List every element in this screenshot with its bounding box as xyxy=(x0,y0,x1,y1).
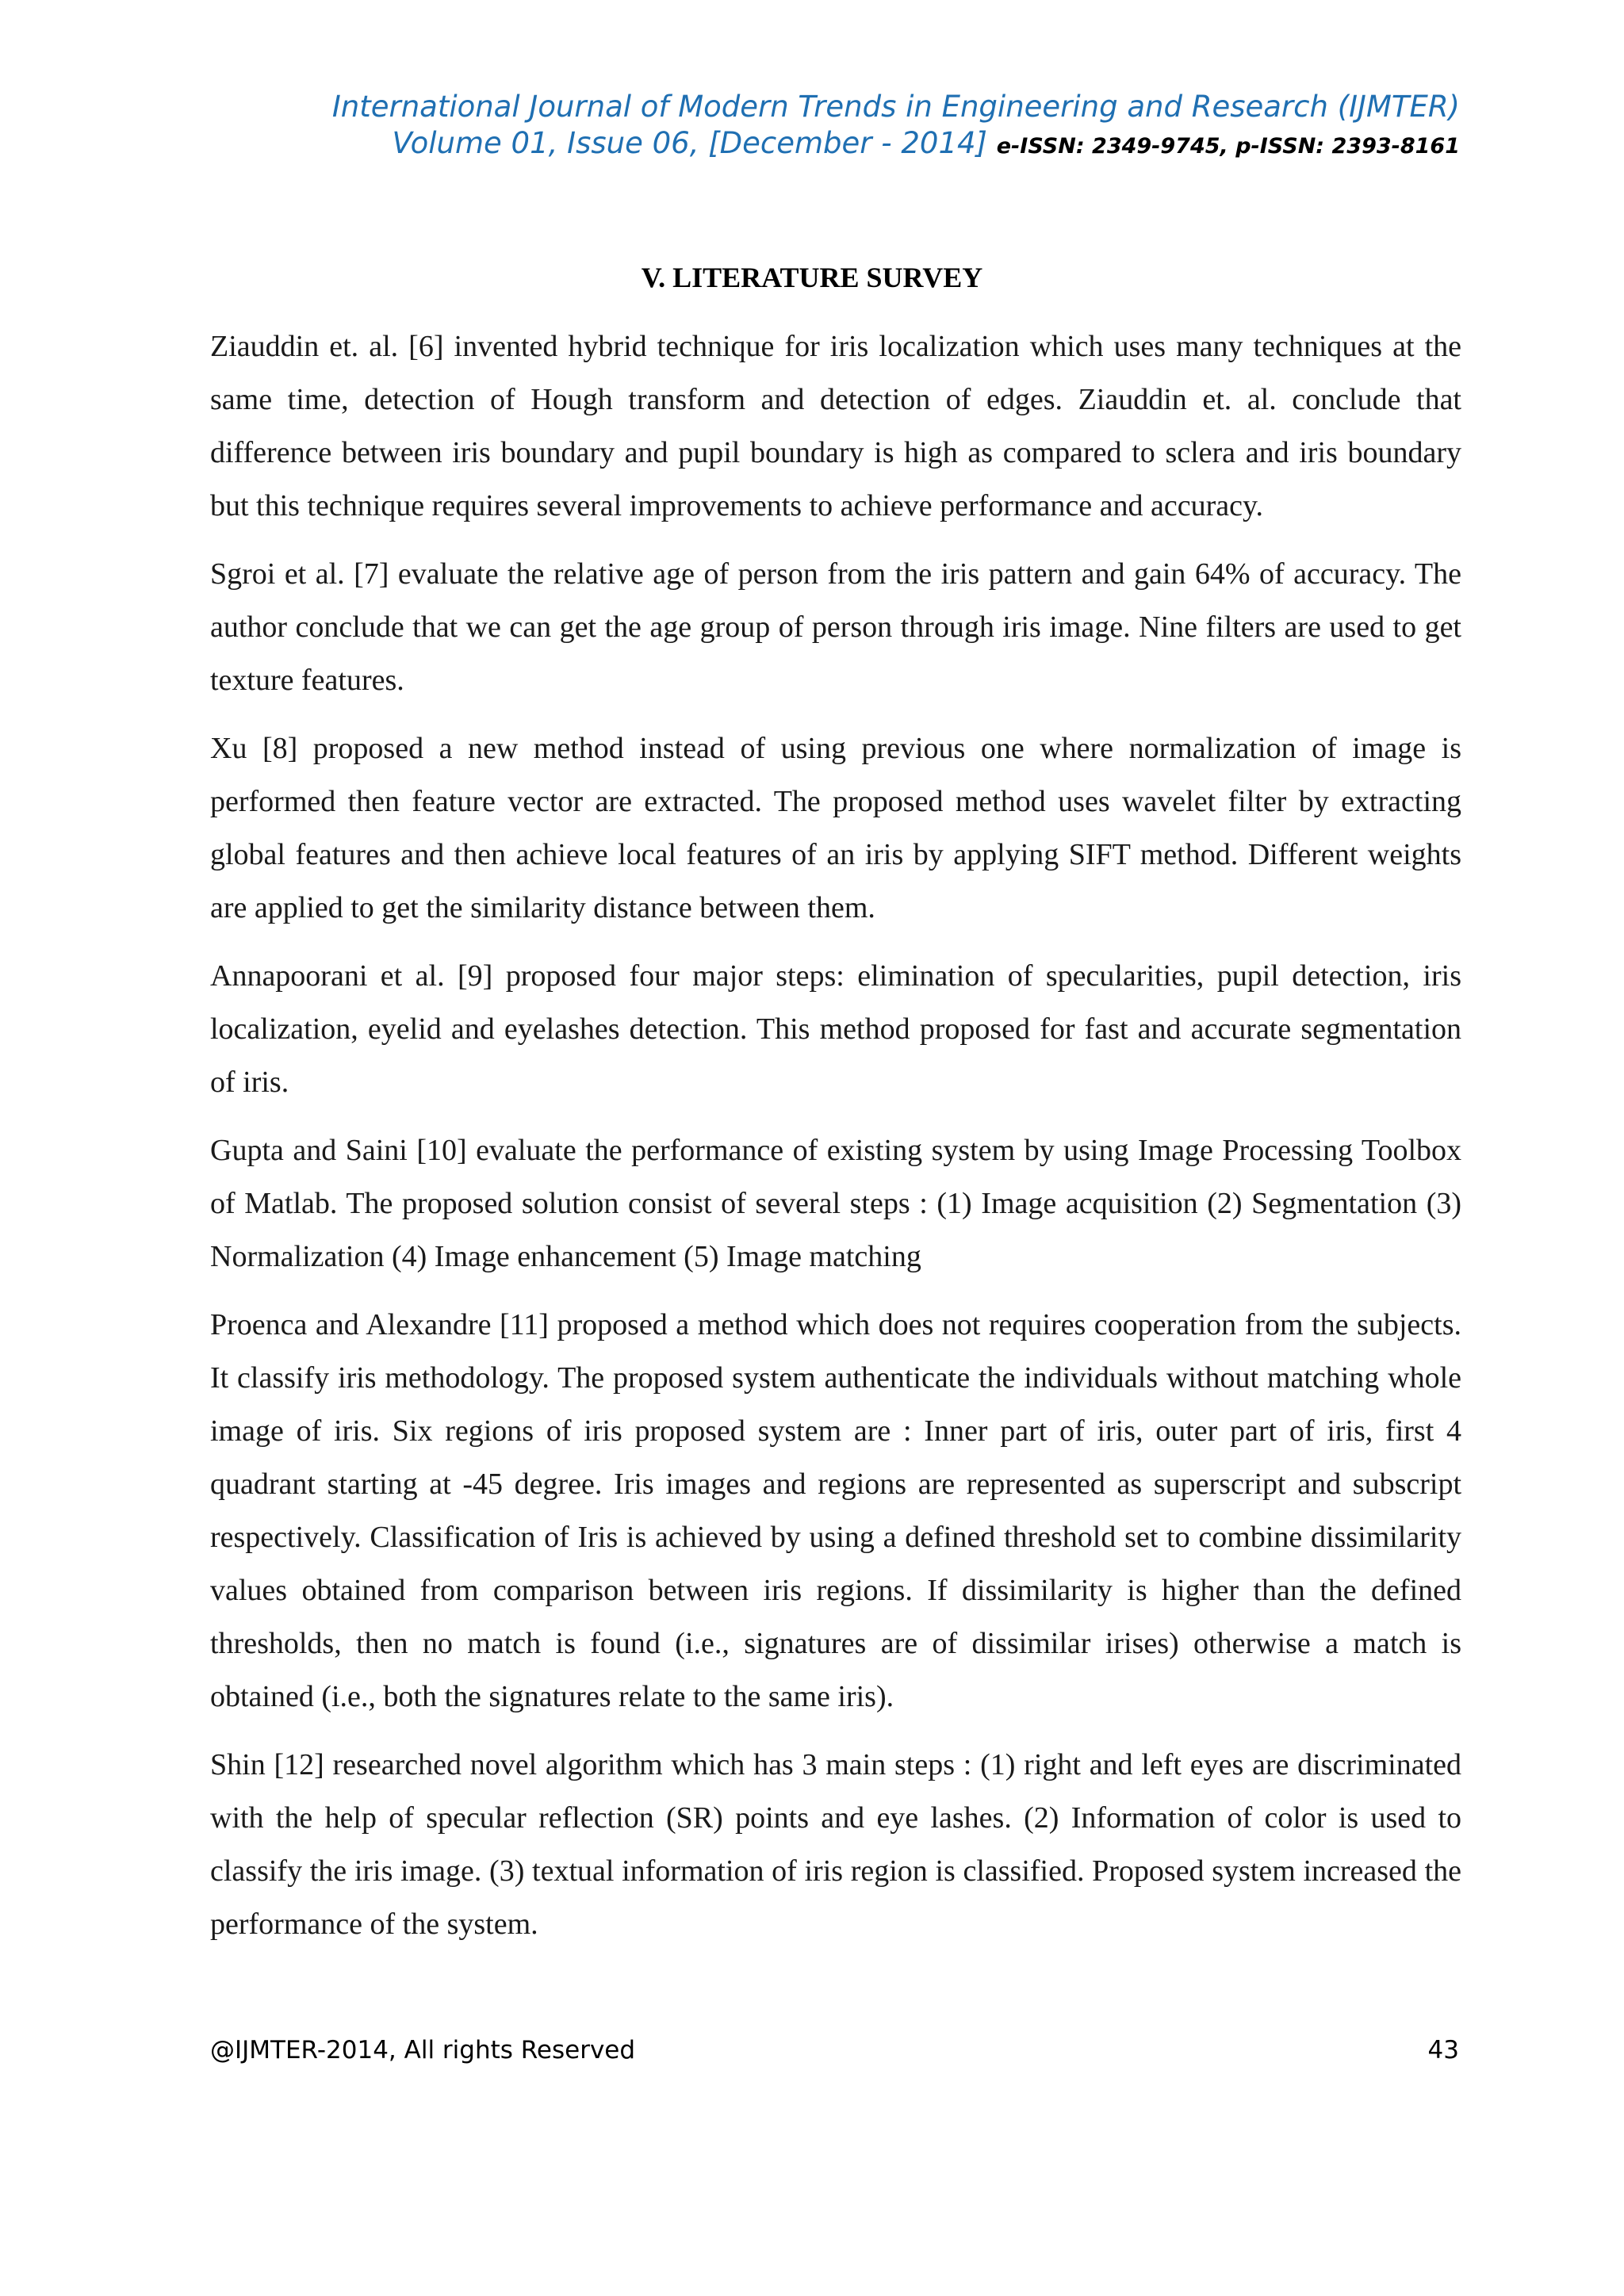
page-footer xyxy=(210,2034,1459,2066)
paragraph: Shin [12] researched novel algorithm which has 3 main steps : (1) right and left eyes are discriminated with the help of specular reflection (SR) points and eye lashes. (2) Information of color is used to classify the iris image. (3) textual information of iris region is classified. Proposed system increased the performance of the system. xyxy=(210,1748,1461,1941)
paragraph: Annapoorani et al. [9] proposed four major steps: elimination of specularities, pupil detection, iris localization, eyelid and eyelashes detection. This method proposed for fast and accurate segmentation of iris. xyxy=(210,959,1461,1099)
paragraph: Sgroi et al. [7] evaluate the relative age of person from the iris pattern and gain 64% of accuracy. The author conclude that we can get the age group of person through iris image. Nine filters are used to get texture features. xyxy=(210,557,1461,697)
journal-volume-line xyxy=(332,125,1460,165)
journal-issn: e-ISSN: 2349-9745, p-ISSN: 2393-8161 xyxy=(996,134,1460,159)
journal-volume: Volume 01, Issue 06, [December - 2014] xyxy=(392,126,987,160)
paragraph: Gupta and Saini [10] evaluate the performance of existing system by using Image Processing Toolbox of Matlab. The proposed solution consist of several steps : (1) Image acquisition (2) Segmentation (3) Normalization (4) Image enhancement (5) Image matching xyxy=(210,1134,1461,1273)
paragraph: Ziauddin et. al. [6] invented hybrid technique for iris localization which uses many techniques at the same time, detection of Hough transform and detection of edges. Ziauddin et. al. conclude that difference between iris boundary and pupil boundary is high as compared to sclera and iris boundary but this technique requires several improvements to achieve performance and accuracy. xyxy=(210,330,1461,522)
section-title: V. LITERATURE SURVEY xyxy=(641,262,983,293)
journal-title: International Journal of Modern Trends in Engineering and Research (IJMTER) xyxy=(331,90,1460,124)
page-number: 43 xyxy=(1427,2036,1459,2064)
paragraph: Proenca and Alexandre [11] proposed a method which does not requires cooperation from the subjects. It classify iris methodology. The proposed system authenticate the individuals without matching whole image of iris. Six regions of iris proposed system are : Inner part of iris, outer part of iris, first 4 quadrant starting at -45 degree. Iris images and regions are represented as superscript and subscript respectively. Classification of Iris is achieved by using a defined threshold set to combine dissimilarity values obtained from comparison between iris regions. If dissimilarity is higher than the defined thresholds, then no match is found (i.e., signatures are of dissimilar irises) otherwise a match is obtained (i.e., both the signatures relate to the same iris). xyxy=(210,1308,1461,1713)
journal-header xyxy=(332,89,1460,165)
paragraph: Xu [8] proposed a new method instead of using previous one where normalization of image is performed then feature vector are extracted. The proposed method uses wavelet filter by extracting global features and then achieve local features of an iris by applying SIFT method. Different weights are applied to get the similarity distance between them. xyxy=(210,732,1461,924)
copyright-notice: @IJMTER-2014, All rights Reserved xyxy=(210,2036,636,2064)
body-text xyxy=(210,320,1461,1966)
